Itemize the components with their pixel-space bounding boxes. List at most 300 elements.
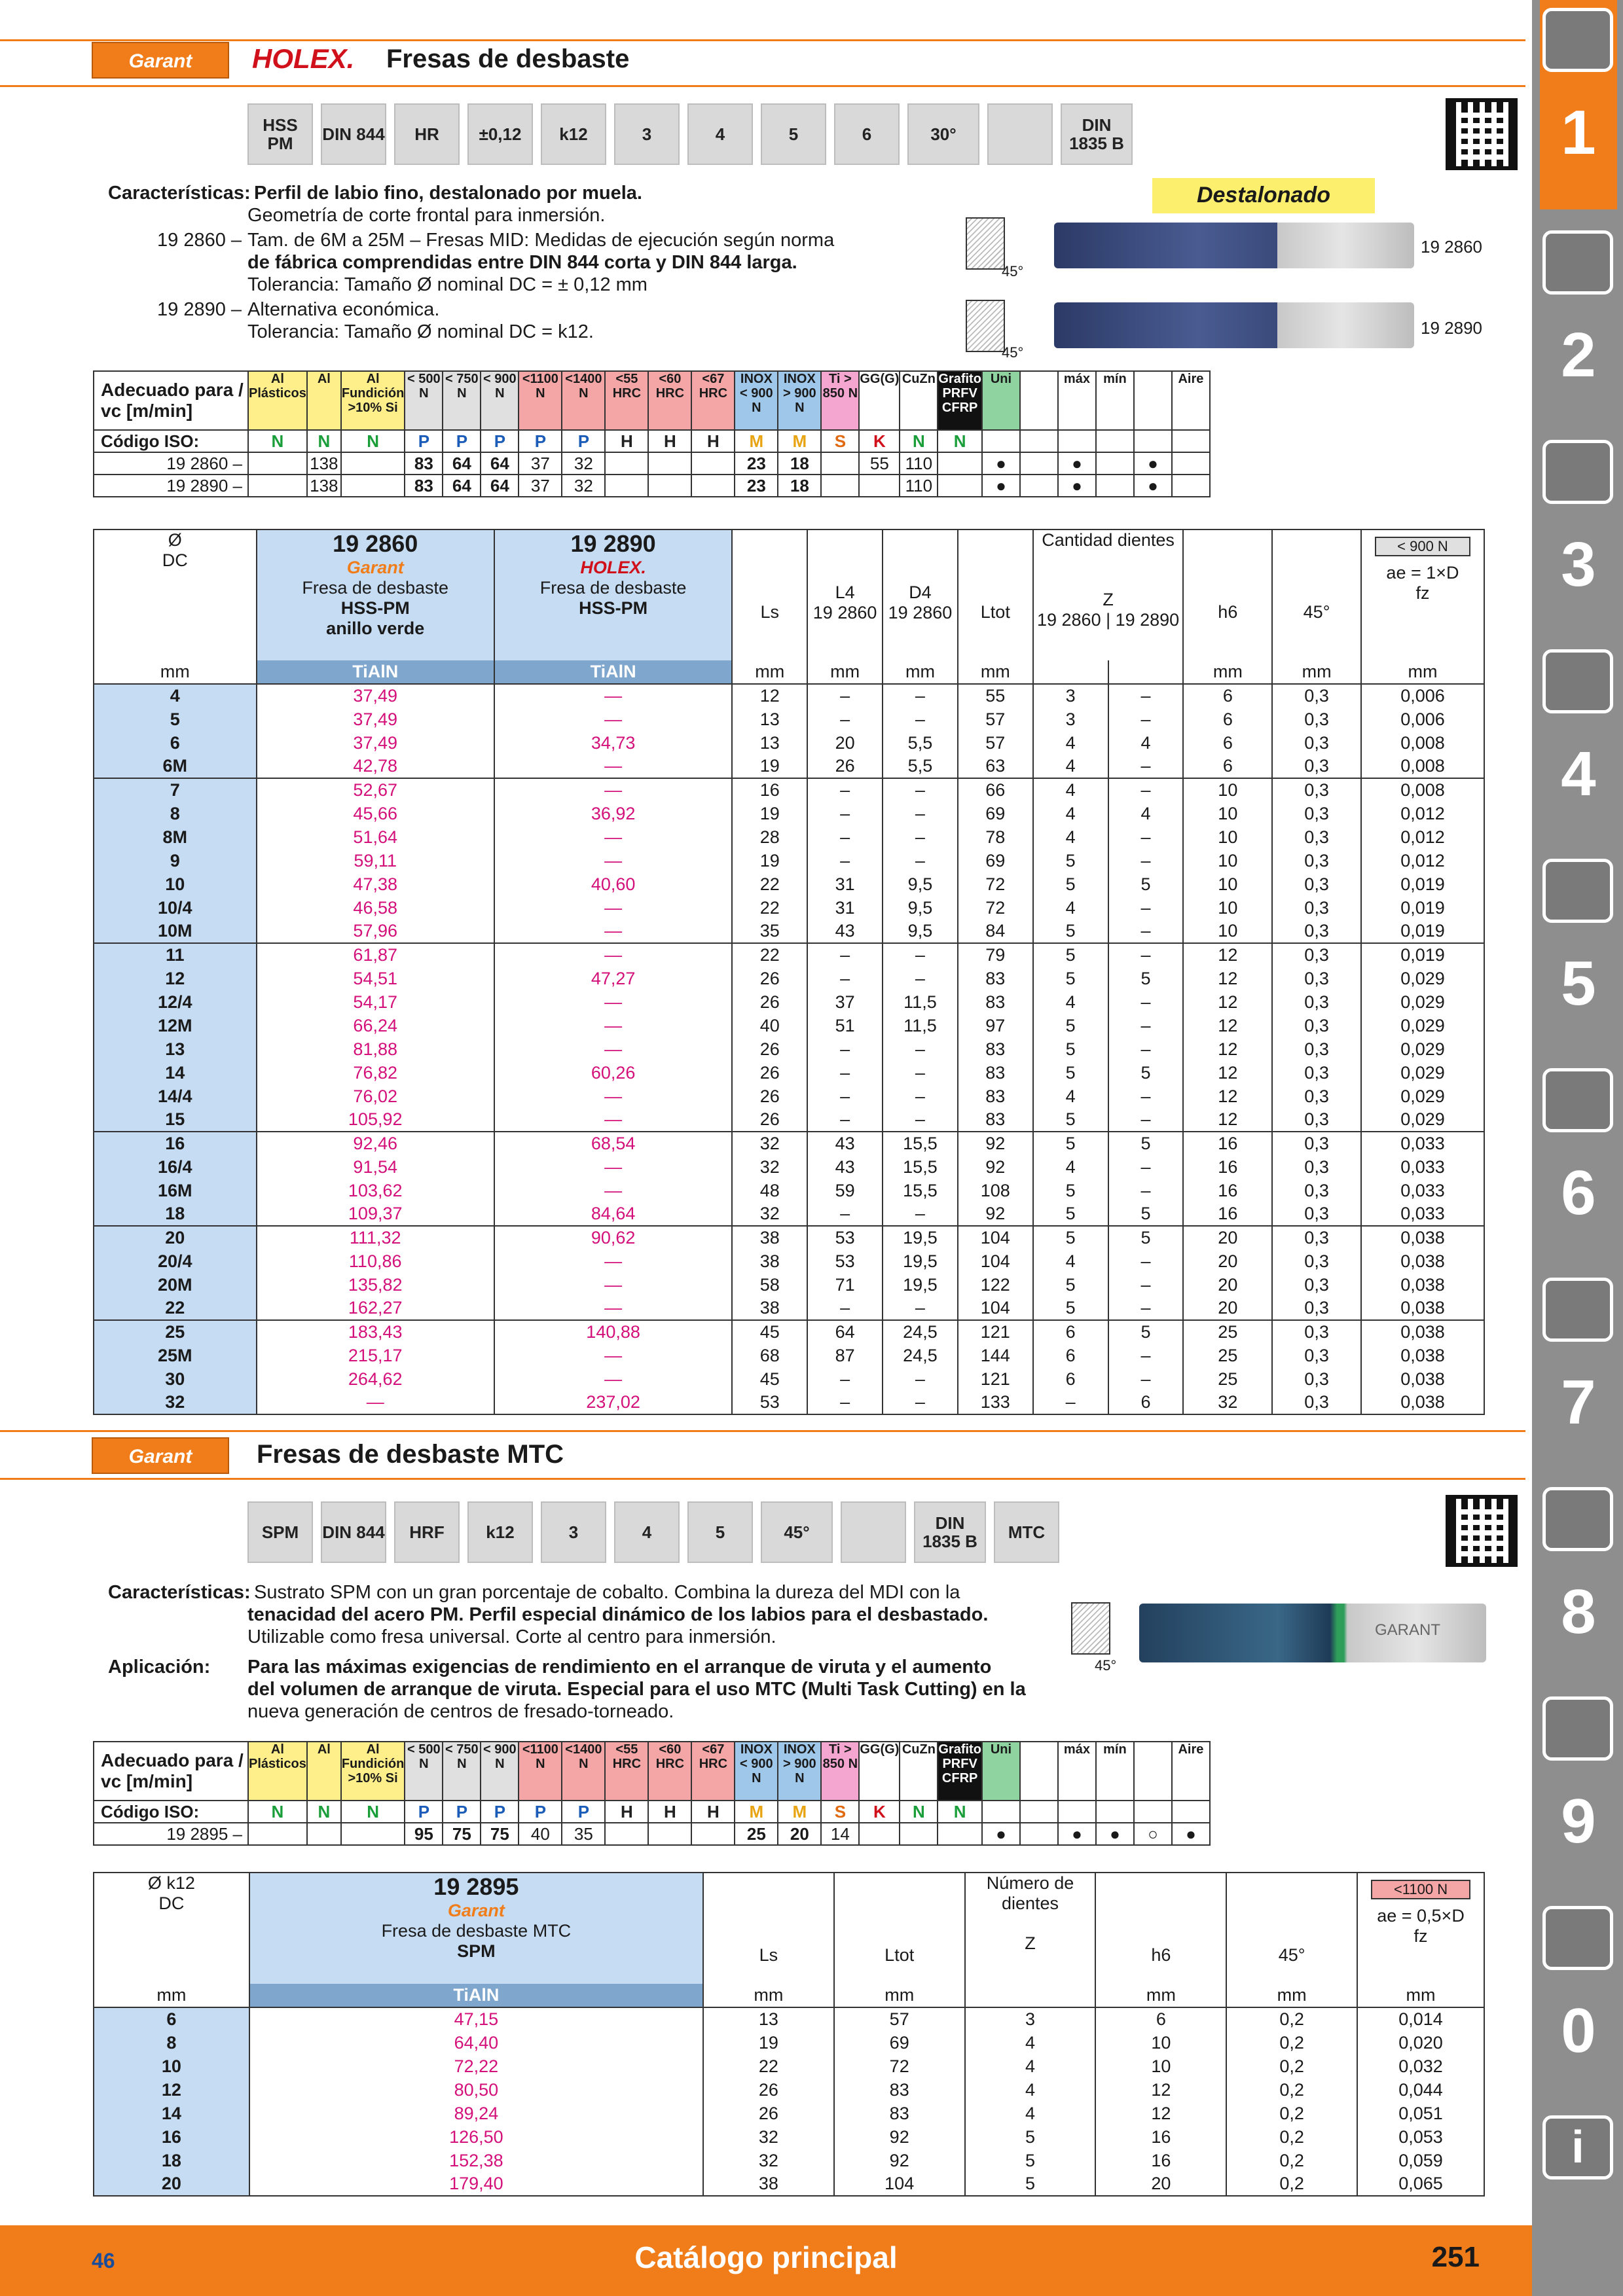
table-cell: 105,92 bbox=[257, 1108, 494, 1132]
table-cell: – bbox=[1108, 755, 1184, 778]
material-header: INOX < 900 N bbox=[735, 371, 778, 430]
table-cell: 12 bbox=[732, 684, 807, 708]
table-cell: 10 bbox=[1183, 872, 1272, 896]
vc-value bbox=[691, 475, 735, 497]
application-line: Para las máximas exigencias de rendimiento en el arranque de viruta y el aumento bbox=[247, 1657, 992, 1677]
matrix-title bbox=[94, 1742, 248, 1801]
table-cell: 0,032 bbox=[1357, 2054, 1484, 2078]
garant-logo: Garant bbox=[92, 42, 229, 79]
column-header bbox=[94, 529, 257, 660]
table-cell: 26 bbox=[703, 2078, 834, 2102]
table-cell: 13 bbox=[703, 2007, 834, 2031]
table-cell: 31 bbox=[807, 872, 883, 896]
table-cell: 26 bbox=[732, 990, 807, 1014]
column-header bbox=[732, 529, 807, 660]
table-cell: 126,50 bbox=[249, 2125, 703, 2149]
table-cell: 0,033 bbox=[1361, 1155, 1484, 1179]
vc-value bbox=[341, 1823, 405, 1845]
table-cell: 0,008 bbox=[1361, 755, 1484, 778]
table-cell: 16 bbox=[1183, 1155, 1272, 1179]
table-cell: 20 bbox=[807, 731, 883, 755]
table-cell: — bbox=[494, 778, 732, 802]
table-cell: 20/4 bbox=[94, 1249, 257, 1273]
table-cell: 22 bbox=[732, 896, 807, 920]
vc-value bbox=[938, 475, 982, 497]
table-cell: 9,5 bbox=[883, 920, 958, 943]
table-cell: – bbox=[807, 778, 883, 802]
vc-value: ● bbox=[982, 475, 1020, 497]
matrix-row-code: 19 2895 – bbox=[94, 1823, 248, 1845]
tool-label: 19 2860 bbox=[1421, 237, 1482, 257]
tool-image-192860 bbox=[1054, 223, 1414, 268]
table-cell: 43 bbox=[807, 1132, 883, 1155]
property-icon: SPM bbox=[247, 1501, 313, 1563]
table-cell: 16 bbox=[94, 2125, 249, 2149]
material-header: Al Fundición >10% Si bbox=[341, 1742, 405, 1801]
table-cell: 58 bbox=[732, 1273, 807, 1297]
vc-value bbox=[821, 475, 859, 497]
table-cell: 5,5 bbox=[883, 755, 958, 778]
material-header: < 750 N bbox=[443, 371, 481, 430]
table-cell: 48 bbox=[732, 1179, 807, 1202]
table-cell: 81,88 bbox=[257, 1037, 494, 1061]
table-cell: 144 bbox=[958, 1344, 1033, 1367]
table-cell: 83 bbox=[958, 1085, 1033, 1108]
property-icon: HRF bbox=[394, 1501, 460, 1563]
vc-value: ● bbox=[982, 452, 1020, 475]
table-cell: 83 bbox=[958, 1061, 1033, 1085]
table-cell: – bbox=[807, 684, 883, 708]
table-cell: 20 bbox=[1095, 2172, 1226, 2196]
vc-value bbox=[1172, 452, 1210, 475]
table-cell: 4 bbox=[1033, 755, 1108, 778]
table-cell: 15,5 bbox=[883, 1155, 958, 1179]
table-cell: 8 bbox=[94, 802, 257, 825]
table-cell: 0,038 bbox=[1361, 1297, 1484, 1320]
table-cell: 84 bbox=[958, 920, 1033, 943]
table-cell: 43 bbox=[807, 920, 883, 943]
chapter-tab-1[interactable]: 1 bbox=[1540, 0, 1617, 209]
property-icon: 6 bbox=[834, 103, 900, 165]
material-header: Aire bbox=[1172, 371, 1210, 430]
table-cell: 54,51 bbox=[257, 967, 494, 990]
table-cell: 10 bbox=[1183, 825, 1272, 849]
table-cell: 92,46 bbox=[257, 1132, 494, 1155]
drill-icon bbox=[1542, 8, 1613, 72]
table-cell: 20 bbox=[1183, 1226, 1272, 1249]
material-header: <1400 N bbox=[562, 1742, 605, 1801]
table-cell: 0,3 bbox=[1272, 1391, 1361, 1414]
table-cell: 0,2 bbox=[1226, 2172, 1357, 2196]
table-cell: 109,37 bbox=[257, 1202, 494, 1226]
table-cell: 35 bbox=[732, 920, 807, 943]
table-cell: 111,32 bbox=[257, 1226, 494, 1249]
header-rule bbox=[0, 1478, 1525, 1480]
table-cell: – bbox=[883, 943, 958, 967]
column-header bbox=[1095, 1873, 1226, 1984]
matrix-title bbox=[94, 371, 248, 430]
property-icon: 5 bbox=[761, 103, 826, 165]
iso-code: P bbox=[562, 430, 605, 452]
material-header bbox=[1020, 371, 1058, 430]
table-cell: 0,020 bbox=[1357, 2031, 1484, 2054]
vc-value bbox=[1096, 475, 1134, 497]
table-cell: 104 bbox=[958, 1226, 1033, 1249]
table-cell: 16 bbox=[1095, 2149, 1226, 2172]
iso-label: Código ISO: bbox=[94, 430, 248, 452]
table-cell: – bbox=[1108, 1014, 1184, 1037]
material-header: mín bbox=[1096, 371, 1134, 430]
ref-line: Tolerancia: Tamaño Ø nominal DC = k12. bbox=[247, 321, 594, 342]
page-number-right: 251 bbox=[1431, 2241, 1480, 2273]
table-cell: 16/4 bbox=[94, 1155, 257, 1179]
table-cell: — bbox=[494, 1155, 732, 1179]
iso-code: N bbox=[341, 430, 405, 452]
table-cell: 10 bbox=[1095, 2054, 1226, 2078]
table-cell: 46,58 bbox=[257, 896, 494, 920]
table-cell: 42,78 bbox=[257, 755, 494, 778]
table-cell: – bbox=[1108, 1344, 1184, 1367]
table-cell: 0,3 bbox=[1272, 990, 1361, 1014]
fz-label: fz bbox=[1415, 583, 1430, 603]
table-cell: – bbox=[807, 1037, 883, 1061]
chapter-tab-2[interactable]: 2 bbox=[1540, 223, 1617, 419]
table-cell: – bbox=[883, 1391, 958, 1414]
table-cell: 0,033 bbox=[1361, 1132, 1484, 1155]
table-cell: 20M bbox=[94, 1273, 257, 1297]
pliers-icon bbox=[1542, 1278, 1613, 1342]
iso-code: N bbox=[900, 430, 938, 452]
table-cell: 4 bbox=[965, 2054, 1096, 2078]
material-header: <1100 N bbox=[519, 371, 562, 430]
iso-code: P bbox=[562, 1801, 605, 1823]
vc-value bbox=[605, 1823, 648, 1845]
table-cell: 0,3 bbox=[1272, 778, 1361, 802]
table-cell: – bbox=[807, 1391, 883, 1414]
table-cell: 80,50 bbox=[249, 2078, 703, 2102]
table-cell: 12M bbox=[94, 1014, 257, 1037]
table-cell: 20 bbox=[94, 1226, 257, 1249]
column-header bbox=[1361, 529, 1484, 660]
table-cell: 5 bbox=[1108, 1320, 1184, 1344]
material-header: < 500 N bbox=[405, 371, 443, 430]
table-cell: 5 bbox=[1033, 849, 1108, 872]
header-rule bbox=[0, 39, 1525, 41]
table-cell: 121 bbox=[958, 1320, 1033, 1344]
iso-code: P bbox=[443, 1801, 481, 1823]
material-header: Al Plásticos bbox=[248, 371, 307, 430]
table-cell: 45 bbox=[732, 1367, 807, 1391]
matrix-title-line: vc [m/min] bbox=[101, 401, 193, 421]
table-cell: — bbox=[494, 1179, 732, 1202]
table-cell: 0,038 bbox=[1361, 1320, 1484, 1344]
material-table bbox=[93, 1741, 1211, 1846]
vc-value bbox=[648, 1823, 691, 1845]
iso-label: Código ISO: bbox=[94, 1801, 248, 1823]
unit: mm bbox=[94, 660, 257, 684]
blank bbox=[965, 1984, 1096, 2007]
iso-code: S bbox=[821, 430, 859, 452]
table-cell: – bbox=[1108, 943, 1184, 967]
table-cell: 25 bbox=[94, 1320, 257, 1344]
chapter-tab-0[interactable]: 0 bbox=[1540, 1898, 1617, 2094]
table-cell: 0,033 bbox=[1361, 1179, 1484, 1202]
table-cell: 12 bbox=[1183, 1061, 1272, 1085]
vc-value bbox=[341, 452, 405, 475]
iso-code: H bbox=[605, 430, 648, 452]
table-cell: 59,11 bbox=[257, 849, 494, 872]
table-cell: 10 bbox=[1095, 2031, 1226, 2054]
chapter-tab-3[interactable]: 3 bbox=[1540, 432, 1617, 628]
table-cell: – bbox=[807, 1297, 883, 1320]
property-icon: 3 bbox=[541, 1501, 606, 1563]
vc-value: 18 bbox=[778, 475, 821, 497]
table-cell: 13 bbox=[732, 708, 807, 731]
table-cell: 83 bbox=[958, 1108, 1033, 1132]
table-cell: 0,051 bbox=[1357, 2102, 1484, 2125]
table-cell: 6 bbox=[1183, 755, 1272, 778]
table-cell: 0,2 bbox=[1226, 2054, 1357, 2078]
table-cell: 20 bbox=[1183, 1273, 1272, 1297]
iso-code: H bbox=[648, 430, 691, 452]
table-cell: 5 bbox=[1033, 1132, 1108, 1155]
table-cell: 68 bbox=[732, 1344, 807, 1367]
unit: mm bbox=[1095, 1984, 1226, 2007]
table-cell: 0,006 bbox=[1361, 708, 1484, 731]
table-cell: 5 bbox=[1033, 1037, 1108, 1061]
table-cell: 133 bbox=[958, 1391, 1033, 1414]
vc-value: ● bbox=[1058, 452, 1096, 475]
table-cell: 57,96 bbox=[257, 920, 494, 943]
table-cell: — bbox=[494, 1014, 732, 1037]
workbench-icon bbox=[1542, 1487, 1613, 1551]
iso-code: H bbox=[691, 430, 735, 452]
table-cell: 60,26 bbox=[494, 1061, 732, 1085]
chapter-tab-5[interactable]: 5 bbox=[1540, 851, 1617, 1047]
table-cell: 53 bbox=[807, 1226, 883, 1249]
shank-length-icon bbox=[704, 1873, 833, 1945]
iso-code: P bbox=[481, 430, 519, 452]
table-cell: 183,43 bbox=[257, 1320, 494, 1344]
table-cell: 25 bbox=[1183, 1367, 1272, 1391]
table-cell: 76,82 bbox=[257, 1061, 494, 1085]
table-cell: 26 bbox=[807, 755, 883, 778]
column-header bbox=[958, 529, 1033, 660]
table-cell: 6 bbox=[1183, 731, 1272, 755]
material-header: Al bbox=[307, 371, 341, 430]
table-cell: 5 bbox=[1108, 1226, 1184, 1249]
vc-value: ○ bbox=[1134, 1823, 1172, 1845]
property-icon: HSS PM bbox=[247, 103, 313, 165]
table-cell: 0,3 bbox=[1272, 872, 1361, 896]
material-header: <67 HRC bbox=[691, 1742, 735, 1801]
dc-symbol: Ø bbox=[168, 530, 182, 550]
table-cell: 20 bbox=[1183, 1249, 1272, 1273]
iso-code: K bbox=[859, 430, 900, 452]
property-icon: 30° bbox=[907, 103, 979, 165]
vc-value: 37 bbox=[519, 452, 562, 475]
table-cell: 6 bbox=[1183, 684, 1272, 708]
table-cell: 4 bbox=[1033, 731, 1108, 755]
teeth-header: Cantidad dientes bbox=[1042, 530, 1175, 550]
table-cell: 71 bbox=[807, 1273, 883, 1297]
table-cell: – bbox=[883, 684, 958, 708]
table-cell: 4 bbox=[1108, 802, 1184, 825]
table-cell: 0,3 bbox=[1272, 1249, 1361, 1273]
table-cell: 0,2 bbox=[1226, 2102, 1357, 2125]
table-cell: 22 bbox=[94, 1297, 257, 1320]
table-cell: – bbox=[1108, 1249, 1184, 1273]
table-cell: – bbox=[807, 1367, 883, 1391]
ref-line: Tolerancia: Tamaño Ø nominal DC = ± 0,12 mm bbox=[247, 274, 647, 295]
table-cell: 26 bbox=[732, 1085, 807, 1108]
shank-length-icon bbox=[733, 530, 807, 602]
table-cell: 140,88 bbox=[494, 1320, 732, 1344]
table-cell: 0,3 bbox=[1272, 849, 1361, 872]
table-cell: – bbox=[1033, 1391, 1108, 1414]
table-cell: 30 bbox=[94, 1367, 257, 1391]
table-cell: – bbox=[807, 1085, 883, 1108]
dc-label: DC bbox=[162, 550, 188, 570]
table-cell: 69 bbox=[834, 2031, 965, 2054]
table-cell: 4 bbox=[965, 2102, 1096, 2125]
material-header: <60 HRC bbox=[648, 371, 691, 430]
table-cell: 0,008 bbox=[1361, 731, 1484, 755]
chapter-tab-7[interactable]: 7 bbox=[1540, 1270, 1617, 1466]
iso-code: N bbox=[248, 430, 307, 452]
table-cell: 83 bbox=[834, 2078, 965, 2102]
chapter-tab-info[interactable] bbox=[1540, 2108, 1617, 2219]
table-cell: – bbox=[883, 967, 958, 990]
iso-code: P bbox=[405, 1801, 443, 1823]
table-cell: 0,065 bbox=[1357, 2172, 1484, 2196]
table-cell: 15,5 bbox=[883, 1132, 958, 1155]
garant-logo: Garant bbox=[447, 1901, 505, 1920]
vc-value: 40 bbox=[519, 1823, 562, 1845]
vc-value: 55 bbox=[859, 452, 900, 475]
table-cell: 57 bbox=[958, 731, 1033, 755]
matrix-row-code: 19 2860 – bbox=[94, 452, 248, 475]
features-line: Utilizable como fresa universal. Corte al centro para inmersión. bbox=[247, 1626, 776, 1647]
table-cell: – bbox=[883, 1085, 958, 1108]
iso-code: P bbox=[519, 430, 562, 452]
table-cell: 10M bbox=[94, 920, 257, 943]
table-cell: 26 bbox=[732, 1061, 807, 1085]
table-cell: 11 bbox=[94, 943, 257, 967]
iso-code bbox=[1096, 1801, 1134, 1823]
angle-45-icon bbox=[966, 217, 1005, 270]
table-cell: – bbox=[883, 1202, 958, 1226]
material-matrix-2 bbox=[93, 1741, 1211, 1846]
iso-code: N bbox=[248, 1801, 307, 1823]
header-rule bbox=[0, 1430, 1525, 1432]
chapter-tab-6[interactable]: 6 bbox=[1540, 1060, 1617, 1257]
table-cell: 83 bbox=[958, 967, 1033, 990]
qr-code bbox=[1446, 98, 1518, 170]
vc-value: 75 bbox=[481, 1823, 519, 1845]
material-header: máx bbox=[1058, 1742, 1096, 1801]
table-cell: 7 bbox=[94, 778, 257, 802]
chapter-tab-9[interactable]: 9 bbox=[1540, 1689, 1617, 1885]
vc-value bbox=[900, 1823, 938, 1845]
table-cell: 0,3 bbox=[1272, 708, 1361, 731]
vc-value: 18 bbox=[778, 452, 821, 475]
iso-code bbox=[1172, 1801, 1210, 1823]
table-cell: 72,22 bbox=[249, 2054, 703, 2078]
table-cell: 20 bbox=[94, 2172, 249, 2196]
iso-code: M bbox=[778, 430, 821, 452]
table-cell: 0,014 bbox=[1357, 2007, 1484, 2031]
table-cell: 12 bbox=[1183, 1037, 1272, 1061]
garant-logo: Garant bbox=[92, 1437, 229, 1474]
table-cell: 6M bbox=[94, 755, 257, 778]
table-cell: 38 bbox=[732, 1297, 807, 1320]
table-cell: — bbox=[257, 1391, 494, 1414]
table-cell: 4 bbox=[1033, 802, 1108, 825]
table-cell: 0,2 bbox=[1226, 2149, 1357, 2172]
table-cell: 92 bbox=[834, 2125, 965, 2149]
table-cell: 31 bbox=[807, 896, 883, 920]
unit: mm bbox=[883, 660, 958, 684]
table-cell: 19,5 bbox=[883, 1273, 958, 1297]
table-cell: 38 bbox=[703, 2172, 834, 2196]
table-cell: 26 bbox=[732, 967, 807, 990]
chapter-tab-4[interactable]: 4 bbox=[1540, 641, 1617, 838]
features-label: Características: bbox=[108, 1582, 251, 1603]
qr-code bbox=[1446, 1495, 1518, 1567]
material-header: INOX > 900 N bbox=[778, 1742, 821, 1801]
table-cell: 0,038 bbox=[1361, 1273, 1484, 1297]
article-desc: Fresa de desbaste bbox=[539, 578, 687, 598]
table-cell: – bbox=[1108, 1179, 1184, 1202]
article-desc: Fresa de desbaste MTC bbox=[381, 1921, 572, 1941]
unit: mm bbox=[1272, 660, 1361, 684]
vc-value bbox=[821, 452, 859, 475]
destalonado-label: Destalonado bbox=[1152, 178, 1375, 213]
table-cell: 8M bbox=[94, 825, 257, 849]
ref-line: Alternativa económica. bbox=[247, 299, 440, 320]
unit: mm bbox=[807, 660, 883, 684]
table-cell: 18 bbox=[94, 2149, 249, 2172]
article-note: anillo verde bbox=[326, 619, 425, 638]
table-cell: 19 bbox=[732, 849, 807, 872]
table-cell: 0,029 bbox=[1361, 1061, 1484, 1085]
table-cell: 5 bbox=[965, 2172, 1096, 2196]
iso-code: M bbox=[778, 1801, 821, 1823]
coating: TiAlN bbox=[494, 660, 732, 684]
vc-value bbox=[248, 1823, 307, 1845]
chapter-tab-8[interactable]: 8 bbox=[1540, 1479, 1617, 1676]
table-cell: 0,3 bbox=[1272, 755, 1361, 778]
table-cell: – bbox=[807, 802, 883, 825]
teeth-z: Z bbox=[1103, 590, 1114, 609]
table-cell: 0,3 bbox=[1272, 943, 1361, 967]
vc-value: 14 bbox=[821, 1823, 859, 1845]
vc-value bbox=[1020, 452, 1058, 475]
teeth-header: dientes bbox=[1001, 1893, 1059, 1913]
col-sub: 19 2860 bbox=[812, 603, 877, 622]
property-icon: 5 bbox=[687, 1501, 753, 1563]
table-cell: — bbox=[494, 684, 732, 708]
table-cell: 12 bbox=[1183, 943, 1272, 967]
vc-box: <1100 N bbox=[1371, 1880, 1470, 1899]
table-cell: 5 bbox=[1033, 943, 1108, 967]
unit: mm bbox=[834, 1984, 965, 2007]
table-cell: 0,3 bbox=[1272, 1085, 1361, 1108]
table-cell: 16 bbox=[732, 778, 807, 802]
table-cell: 0,3 bbox=[1272, 1014, 1361, 1037]
table-cell: – bbox=[807, 825, 883, 849]
